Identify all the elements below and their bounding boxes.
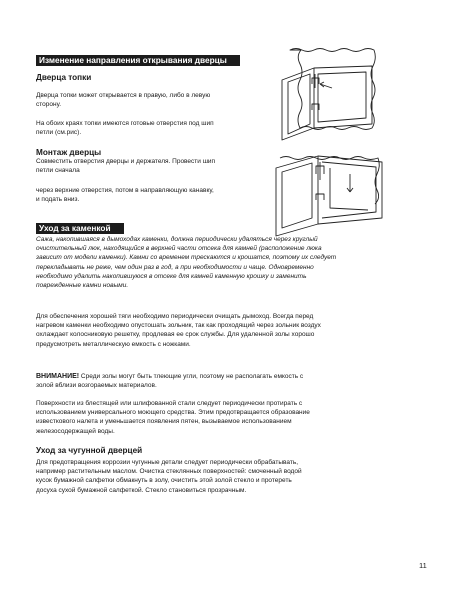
text-line: очистительный люк, находящийся в верхней части отсека для камней (расположение люка bbox=[36, 245, 322, 253]
door-mounting-illustration bbox=[270, 148, 400, 243]
paragraph-cast-iron bbox=[36, 458, 302, 495]
text-line: и подать вниз. bbox=[36, 196, 80, 204]
text-line: железосодержащей воды. bbox=[36, 427, 115, 435]
warning-label: ВНИМАНИЕ! bbox=[36, 373, 80, 380]
paragraph-mounting-2 bbox=[36, 186, 214, 204]
text-line: Дверца топки может открывается в правую, либо в левую bbox=[36, 92, 211, 99]
text-line: Совместить отверстия дверцы и держателя. Провести шип bbox=[36, 158, 216, 165]
text-line: золой вблизи возгораемых материалов. bbox=[36, 382, 157, 390]
text-line: Для предотвращения коррозии чугунные детали следует периодически обрабатывать, bbox=[36, 459, 299, 466]
paragraph-hinge-holes bbox=[36, 119, 214, 137]
text-line: петли (см.рис). bbox=[36, 129, 82, 137]
text-line: предусмотреть металлическую емкость с ножками. bbox=[36, 340, 191, 348]
text-line: через верхние отверстия, потом в направляющую канавку, bbox=[36, 187, 214, 194]
text-line: кусок бумажной салфетки обмакнуть в золу, очистить этой золой стекло и протереть bbox=[36, 477, 292, 485]
page-number: 11 bbox=[419, 561, 427, 570]
text-line: известкового налета и уменьшается появления пятен, вызываемое использованием bbox=[36, 418, 292, 426]
subheading-door-mounting: Монтаж дверцы bbox=[36, 148, 102, 157]
text-line: На обоих краях топки имеются готовые отверстия под шип bbox=[36, 120, 214, 127]
text-line: поврежденные камни новыми. bbox=[36, 282, 129, 290]
text-line: нагревом каменки необходимо опустошать зольник, так как проходящий через зольник воздух bbox=[36, 322, 321, 330]
paragraph-firebox-door bbox=[36, 91, 210, 109]
paragraph-draft bbox=[36, 312, 321, 349]
text-line: Для обеспечения хорошей тяги необходимо периодически очищать дымоход. Всегда перед bbox=[36, 313, 314, 320]
warning-text: Среди золы могут быть тлеющие угли, поэтому не располагать емкость с bbox=[79, 373, 304, 380]
paragraph-stones bbox=[36, 235, 336, 290]
text-line: перекладывать не реже, чем один раз в год, а при необходимости и чаще. Одновременно bbox=[36, 263, 314, 271]
section-heading-stove-care: Уход за каменкой bbox=[36, 223, 124, 234]
subheading-firebox-door: Дверца топки bbox=[36, 73, 92, 82]
text-line: использованием универсального моющего средства. Этим предотвращается образование bbox=[36, 409, 310, 417]
section-heading-door-direction: Изменение направления открывания дверцы bbox=[36, 55, 240, 66]
paragraph-warning bbox=[36, 372, 303, 390]
text-line: Сажа, накопившаяся в дымоходах каменки, должна периодически удаляться через круглый bbox=[36, 236, 318, 243]
text-line: необходимо удалить накопившуюся в отсеке для камней каменную крошку и заменить bbox=[36, 272, 307, 280]
text-line: например растительным маслом. Очистка стеклянных поверхностей: смоченный водой bbox=[36, 468, 302, 476]
door-hinge-illustration bbox=[262, 44, 402, 144]
paragraph-surfaces bbox=[36, 399, 310, 436]
text-line: сторону. bbox=[36, 101, 61, 109]
paragraph-mounting-1 bbox=[36, 157, 215, 175]
text-line: Поверхности из блестящей или шлифованной стали следует периодически протирать с bbox=[36, 400, 303, 407]
subheading-cast-iron-door: Уход за чугунной дверцей bbox=[36, 446, 143, 455]
text-line: досуха сухой бумажной салфеткой. Стекло становиться прозрачным. bbox=[36, 486, 247, 494]
text-line bbox=[36, 372, 303, 381]
text-line: петли сначала bbox=[36, 167, 80, 175]
text-line: зависит от модели каменки). Камни со временем трескаются и крошатся, поэтому их следует bbox=[36, 254, 337, 262]
text-line: охлаждает колосниковую решетку, продлевая ее срок службы. Для удаленной золы хорошо bbox=[36, 331, 315, 339]
